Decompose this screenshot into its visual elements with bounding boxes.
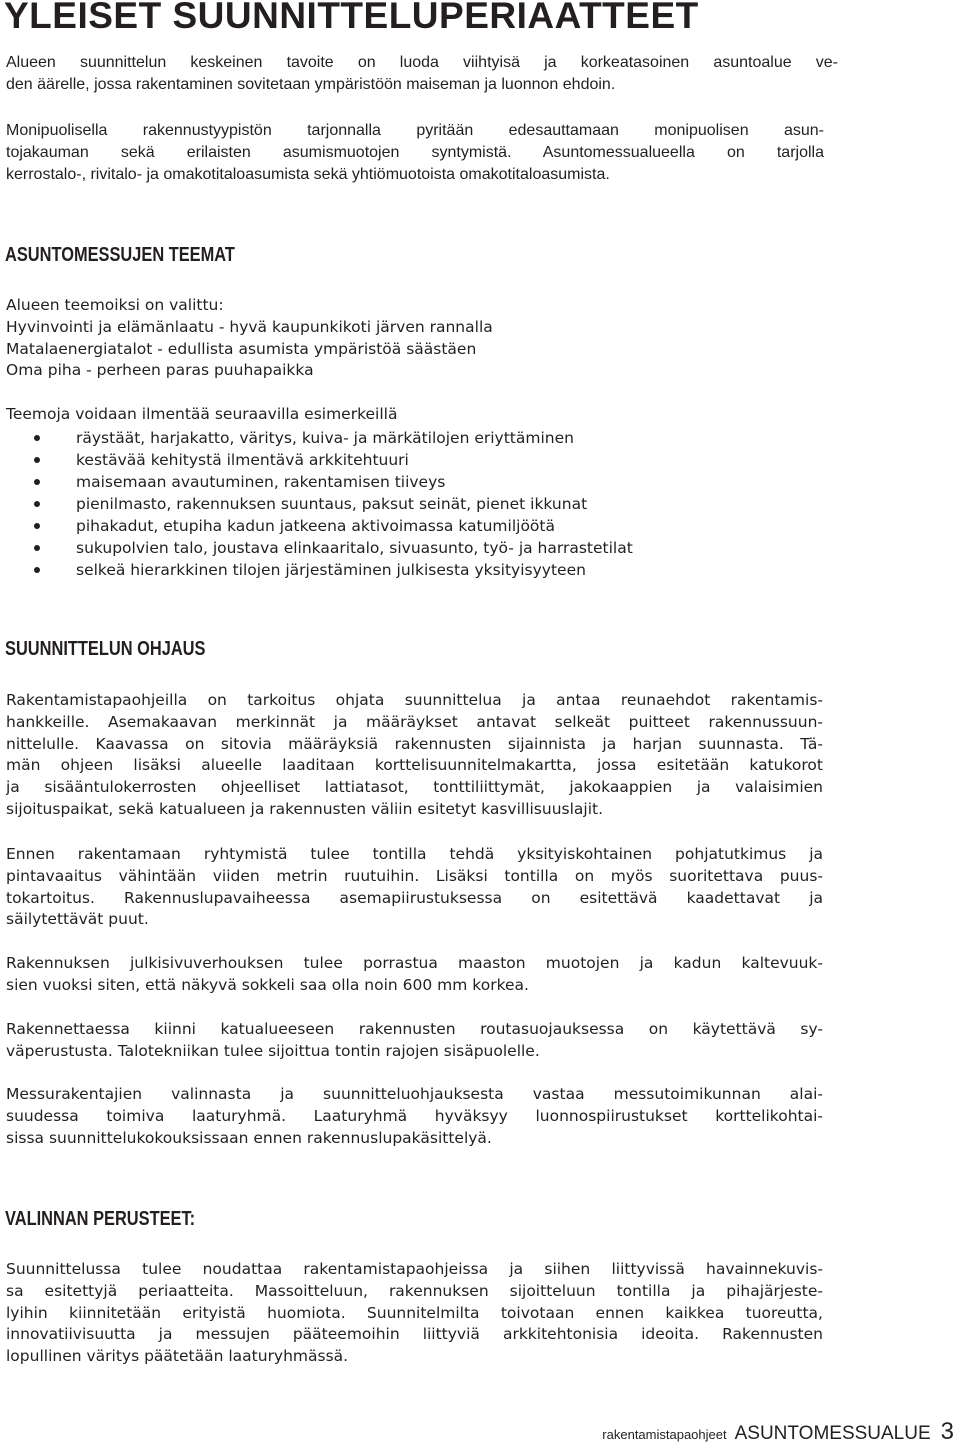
list-item-text: pienilmasto, rakennuksen suuntaus, paksut seinät, pienet ikkunat bbox=[76, 495, 588, 513]
text-line: Teemoja voidaan ilmentää seuraavilla esimerkeillä bbox=[6, 405, 398, 423]
text-line: män ohjeen lisäksi alueelle laaditaan korttelisuunnitelmakartta, jossa esitetään katukorot bbox=[6, 756, 823, 775]
text-line: Monipuolisella rakennustyypistön tarjonnalla pyritään edesauttamaan monipuolisen asun- bbox=[6, 122, 824, 139]
text-line: säilytettävät puut. bbox=[6, 910, 149, 929]
text-line: Messurakentajien valinnasta ja suunnitteluohjauksesta vastaa messutoimikunnan alai- bbox=[6, 1085, 823, 1103]
text-line: innovatiivisuutta ja messujen pääteemoihin liittyviä arkkitehtonisia ideoita. Rakennusten bbox=[6, 1325, 823, 1344]
text-line: Alueen teemoiksi on valittu: bbox=[6, 296, 224, 314]
text-line: sissa suunnittelukokouksissaan ennen rakennuslupakäsittelyä. bbox=[6, 1128, 492, 1147]
bullet-icon bbox=[34, 435, 40, 441]
list-item-text: kestävää kehitystä ilmentävä arkkitehtuuri bbox=[76, 451, 409, 469]
text-line: sijoituspaikat, sekä katualueen ja rakennusten väliin esitetyt kasvillisuuslajit. bbox=[6, 799, 604, 818]
section-heading-guidance: SUUNNITTELUN OHJAUS bbox=[5, 638, 206, 660]
themes-intro bbox=[6, 295, 493, 382]
text-line: Rakentamistapaohjeilla on tarkoitus ohjata suunnittelua ja antaa reunaehdot rakentamis- bbox=[6, 691, 823, 709]
theme-line: Hyvinvointi ja elämänlaatu - hyvä kaupunkikoti järven rannalla bbox=[6, 317, 493, 336]
page-number: 3 bbox=[940, 1418, 954, 1445]
theme-line: Matalaenergiatalot - edullista asumista ympäristöä säästäen bbox=[6, 339, 477, 358]
footer-section-name: ASUNTOMESSUALUE bbox=[734, 1423, 931, 1444]
text-line: Rakennettaessa kiinni katualueeseen rakennusten routasuojauksessa on käytettävä sy- bbox=[6, 1020, 823, 1038]
theme-line: Oma piha - perheen paras puuhapaikka bbox=[6, 361, 314, 380]
bullet-icon bbox=[34, 545, 40, 551]
text-line: Suunnittelussa tulee noudattaa rakentamistapaohjeissa ja siihen liittyvissä havainnekuvis- bbox=[6, 1260, 823, 1278]
page-title: YLEISET SUUNNITTELUPERIAATTEET bbox=[4, 0, 699, 36]
bullet-icon bbox=[34, 523, 40, 529]
text-line: sien vuoksi siten, että näkyvä sokkeli saa olla noin 600 mm korkea. bbox=[6, 975, 529, 994]
intro-paragraph-2 bbox=[6, 120, 824, 186]
text-line: hankkeille. Asemakaavan merkinnät ja määräykset antavat selkeät puitteet rakennussuun- bbox=[6, 712, 823, 731]
guidance-paragraph-4 bbox=[6, 1019, 823, 1063]
footer-doc-name: rakentamistapaohjeet bbox=[602, 1427, 727, 1442]
list-item-text: selkeä hierarkkinen tilojen järjestäminen julkisesta yksityisyyteen bbox=[76, 561, 586, 579]
text-line: kerrostalo-, rivitalo- ja omakotitaloasumista sekä yhtiömuotoista omakotitaloasumista. bbox=[6, 166, 610, 183]
list-item-text: räystäät, harjakatto, väritys, kuiva- ja märkätilojen eriyttäminen bbox=[76, 429, 574, 447]
list-item-text: pihakadut, etupiha kadun jatkeena aktivoimassa katumiljöötä bbox=[76, 517, 555, 535]
guidance-paragraph-5 bbox=[6, 1084, 823, 1149]
selection-paragraph bbox=[6, 1259, 823, 1368]
guidance-paragraph-3 bbox=[6, 953, 823, 997]
list-item-text: maisemaan avautuminen, rakentamisen tiiveys bbox=[76, 473, 446, 491]
section-heading-themes: ASUNTOMESSUJEN TEEMAT bbox=[5, 244, 235, 266]
intro-paragraph-1 bbox=[6, 52, 838, 96]
text-line: nittelulle. Kaavassa on sitovia määräyksiä rakennusten sijainnista ja harjan suunnasta. Tä- bbox=[6, 734, 823, 753]
text-line: sa esitettyjä periaatteita. Massoitteluun, rakennuksen sijoitteluun tontilla ja pihajärjeste- bbox=[6, 1281, 823, 1300]
examples-intro bbox=[6, 404, 397, 426]
bullet-icon bbox=[34, 501, 40, 507]
list-item-text: sukupolvien talo, joustava elinkaaritalo, sivuasunto, työ- ja harrastetilat bbox=[76, 539, 633, 557]
text-line: tojakauman sekä erilaisten asumismuotojen syntymistä. Asuntomessualueella on tarjolla bbox=[6, 144, 824, 161]
text-line: tokartoitus. Rakennuslupavaiheessa asemapiirustuksessa on esitettävä kaadettavat ja bbox=[6, 888, 823, 907]
text-line: den äärelle, jossa rakentaminen sovitetaan ympäristöön maiseman ja luonnon ehdoin. bbox=[6, 76, 616, 93]
page-footer bbox=[602, 1418, 954, 1448]
text-line: lyihin kiinnitetään erityistä huomiota. Suunnitelmilta toivotaan ennen kaikkea tuoreutta, bbox=[6, 1303, 823, 1322]
bullet-icon bbox=[34, 479, 40, 485]
text-line: lopullinen väritys päätetään laaturyhmässä. bbox=[6, 1347, 349, 1366]
text-line: väperustusta. Talotekniikan tulee sijoittua tontin rajojen sisäpuolelle. bbox=[6, 1041, 540, 1060]
bullet-icon bbox=[34, 457, 40, 463]
section-heading-selection: VALINNAN PERUSTEET: bbox=[5, 1208, 196, 1230]
text-line: ja sisääntulokerrosten ohjeelliset lattiatasot, tonttiliittymät, jakokaappien ja valaisimien bbox=[6, 778, 823, 797]
bullet-icon bbox=[34, 567, 40, 573]
text-line: Rakennuksen julkisivuverhouksen tulee porrastua maaston muotojen ja kadun kaltevuuk- bbox=[6, 954, 823, 972]
guidance-paragraph-1 bbox=[6, 690, 823, 821]
text-line: pintavaaitus vähintään viiden metrin ruutuihin. Lisäksi tontilla on myös suoritettava puus- bbox=[6, 866, 823, 885]
text-line: Alueen suunnittelun keskeinen tavoite on luoda viihtyisä ja korkeatasoinen asuntoalue ve- bbox=[6, 54, 838, 71]
text-line: suudessa toimiva laaturyhmä. Laaturyhmä hyväksyy luonnospiirustukset korttelikohtai- bbox=[6, 1106, 823, 1125]
text-line: Ennen rakentamaan ryhtymistä tulee tontilla tehdä yksityiskohtainen pohjatutkimus ja bbox=[6, 845, 823, 863]
guidance-paragraph-2 bbox=[6, 844, 823, 931]
